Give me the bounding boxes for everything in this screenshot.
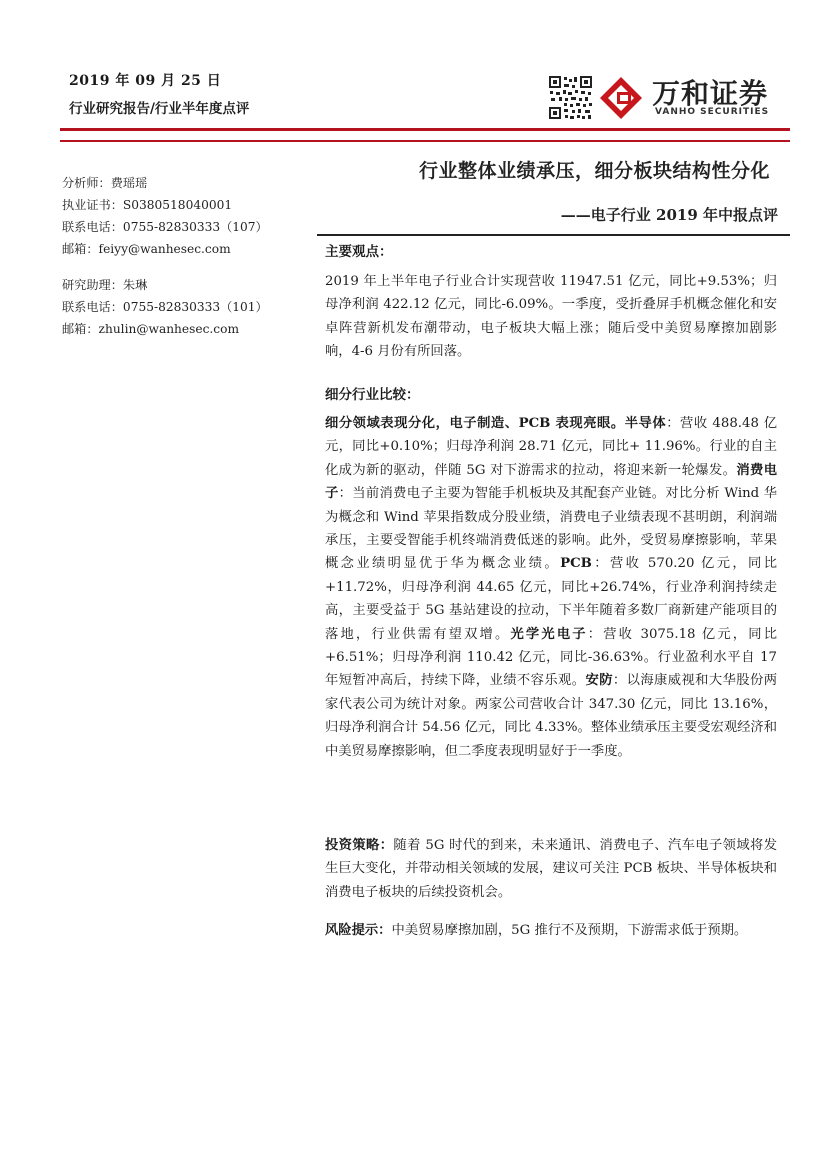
report-title: 行业整体业绩承压，细分板块结构性分化 <box>418 160 770 182</box>
title-divider <box>317 234 790 236</box>
compare-heading: 细分行业比较： <box>325 387 420 403</box>
strategy-label: 投资策略： <box>325 838 394 853</box>
report-date: 2019 年 09 月 25 日 <box>69 73 222 89</box>
strategy-paragraph <box>325 834 777 904</box>
assistant-phone: 联系电话：0755-82830333（101） <box>62 300 268 314</box>
analyst-cert: 执业证书：S0380518040001 <box>62 198 233 212</box>
report-subtitle: ——电子行业 2019 年中报点评 <box>560 206 778 224</box>
semi-text: ：营收 488.48 亿元，同比+0.10%；归母净利润 28.71 亿元，同比+ 11.96%。行业的自主化成为新的驱动，伴随 5G 对下游需求的拉动，将迎来新一轮爆发。 <box>325 416 778 478</box>
opto-text: ：营收 3075.18 亿元，同比+6.51%；归母净利润 110.42 亿元，同比-36.63%。行业盈利水平自 17 年短暂冲高后，持续下降，业绩不容乐观。 <box>325 626 777 689</box>
opto-label: 光学光电子 <box>510 626 588 642</box>
risk-text: 中美贸易摩擦加剧，5G 推行不及预期，下游需求低于预期。 <box>391 923 748 938</box>
qr-code-icon <box>548 75 593 120</box>
risk-label: 风险提示： <box>325 923 392 938</box>
header-divider <box>60 128 790 131</box>
logo-text-cn: 万和证券 <box>652 77 769 110</box>
report-type: 行业研究报告/行业半年度点评 <box>69 101 250 117</box>
header-divider-thin <box>60 140 790 142</box>
compare-text <box>325 412 777 763</box>
assistant-email[interactable]: 邮箱：zhulin@wanhesec.com <box>62 322 240 336</box>
strategy-text: 随着 5G 时代的到来，未来通讯、消费电子、汽车电子领域将发生巨大变化，并带动相关领域的发展，建议可关注 PCB 板块、半导体板块和消费电子板块的后续投资机会。 <box>325 838 777 900</box>
security-text: ：以海康威视和大华股份两家代表公司为统计对象。两家公司营收合计 347.30 亿元，同比 13.16%，归母净利润合计 54.56 亿元，同比 4.33%。整体业绩承压主要受宏观经济和中美贸易摩擦影响，但二季度表现明显好于一季度。 <box>325 673 778 759</box>
consumer-text: ：当前消费电子主要为智能手机板块及其配套产业链。对比分析 Wind 华为概念和 Wind 苹果指数成分股业绩，消费电子业绩表现不甚明朗，利润端承压，主要受智能手机终端消费低迷的影响。此外，受贸易摩擦影响，苹果概念业绩明显优于华为概念业绩。 <box>325 486 778 572</box>
compare-paragraph <box>325 412 777 763</box>
pcb-text: ：营收 570.20 亿元，同比+11.72%，归母净利润 44.65 亿元，同比+26.74%，行业净利润持续走高，主要受益于 5G 基站建设的拉动，下半年随着多数厂商新建产能项目的落地，行业供需有望双增。 <box>325 556 778 642</box>
semi-label: 半导体 <box>624 416 667 431</box>
risk-paragraph <box>325 919 777 942</box>
main-view-heading: 主要观点： <box>325 244 393 260</box>
assistant-info <box>62 274 268 340</box>
compare-lead: 细分领域表现分化，电子制造、PCB 表现亮眼。 <box>325 416 625 431</box>
analyst-phone: 联系电话：0755-82830333（107） <box>62 220 268 234</box>
main-view-text: 2019 年上半年电子行业合计实现营收 11947.51 亿元，同比+9.53%；归母净利润 422.12 亿元，同比-6.09%。一季度，受折叠屏手机概念催化和安卓阵营新机发布潮带动，电子板块大幅上涨；随后受中美贸易摩擦加剧影响，4-6 月份有所回落。 <box>325 274 777 360</box>
analyst-info <box>62 172 268 260</box>
wanhe-logo-icon <box>598 75 644 121</box>
security-label: 安防 <box>585 673 613 689</box>
logo-text-en: VANHO SECURITIES <box>655 107 770 117</box>
assistant-name: 研究助理：朱琳 <box>62 278 148 292</box>
analyst-name: 分析师：费瑶瑶 <box>62 176 148 190</box>
consumer-label: 消费电子 <box>325 462 777 502</box>
main-view-paragraph <box>325 270 777 364</box>
pcb-label: PCB <box>560 556 592 572</box>
analyst-email[interactable]: 邮箱：feiyy@wanhesec.com <box>62 242 231 256</box>
